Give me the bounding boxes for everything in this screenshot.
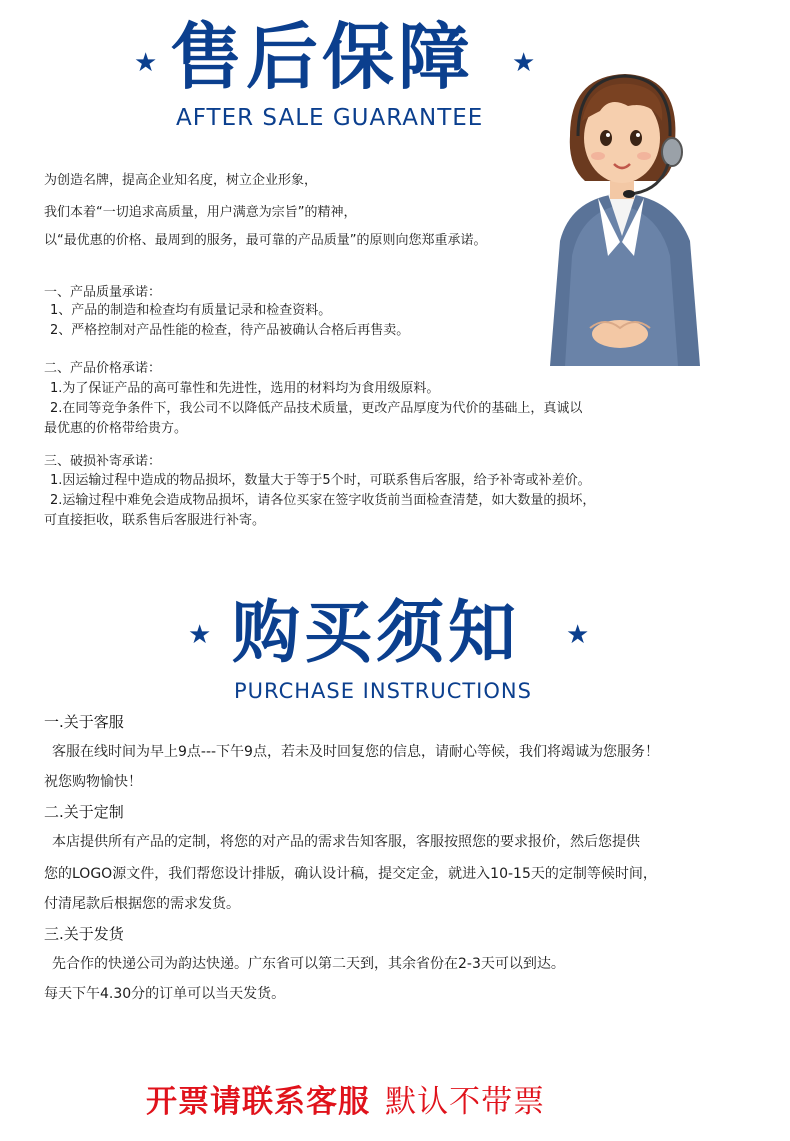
star-icon: ★ [134, 48, 158, 78]
price-promise-heading: 二、产品价格承诺： [44, 361, 162, 376]
price-promise-line: 2.在同等竞争条件下，我公司不以降低产品技术质量，更改产品厚度为代价的基础上，真诚以 [50, 401, 583, 416]
customer-service-heading: 一.关于客服 [44, 713, 124, 731]
purchase-subtitle: PURCHASE INSTRUCTIONS [234, 679, 532, 703]
invoice-contact-text: 开票请联系客服 [146, 1084, 370, 1120]
quality-promise-heading: 一、产品质量承诺： [44, 285, 162, 300]
shipping-line: 每天下午4.30分的订单可以当天发货。 [44, 986, 286, 1002]
shipping-line: 先合作的快递公司为韵达快递。广东省可以第二天到，其余省份在2-3天可以到达。 [52, 956, 565, 972]
customization-line: 您的LOGO源文件，我们帮您设计排版，确认设计稿，提交定金，就进入10-15天的定制等候时间， [44, 866, 657, 882]
customization-line: 本店提供所有产品的定制，将您的对产品的需求告知客服，客服按照您的要求报价，然后您提供 [52, 834, 640, 850]
damage-promise-line: 2.运输过程中难免会造成物品损坏，请各位买家在签字收货前当面检查清楚，如大数量的损坏， [50, 493, 596, 508]
intro-line: 我们本着“一切追求高质量，用户满意为宗旨”的精神， [44, 205, 357, 220]
customer-service-agent-illustration [530, 66, 710, 368]
damage-promise-heading: 三、破损补寄承诺： [44, 454, 162, 469]
after-sale-title: 售后保障 [170, 15, 475, 99]
price-promise-line: 最优惠的价格带给贵方。 [44, 421, 188, 436]
customer-service-line: 客服在线时间为早上9点---下午9点，若未及时回复您的信息，请耐心等候，我们将竭诚为您服务！ [52, 744, 659, 760]
purchase-title: 购买须知 [232, 594, 521, 673]
customization-heading: 二.关于定制 [44, 803, 124, 821]
intro-line: 为创造名牌，提高企业知名度，树立企业形象， [44, 173, 318, 188]
damage-promise-line: 1.因运输过程中造成的物品损坏，数量大于等于5个时，可联系售后客服，给予补寄或补差价。 [50, 473, 591, 488]
quality-promise-line: 2、严格控制对产品性能的检查，待产品被确认合格后再售卖。 [50, 323, 410, 338]
customization-line: 付清尾款后根据您的需求发货。 [44, 896, 240, 912]
price-promise-line: 1.为了保证产品的高可靠性和先进性，选用的材料均为食用级原料。 [50, 381, 440, 396]
shipping-heading: 三.关于发货 [44, 925, 124, 943]
intro-line: 以“最优惠的价格、最周到的服务，最可靠的产品质量”的原则向您郑重承诺。 [44, 233, 487, 248]
no-invoice-default-text: 默认不带票 [385, 1084, 546, 1120]
after-sale-subtitle: AFTER SALE GUARANTEE [176, 105, 484, 131]
quality-promise-line: 1、产品的制造和检查均有质量记录和检查资料。 [50, 303, 332, 318]
star-icon: ★ [566, 620, 590, 650]
damage-promise-line: 可直接拒收，联系售后客服进行补寄。 [44, 513, 266, 528]
customer-service-line: 祝您购物愉快！ [44, 774, 142, 790]
star-icon: ★ [512, 48, 536, 78]
star-icon: ★ [188, 620, 212, 650]
invoice-notice [146, 1076, 545, 1121]
